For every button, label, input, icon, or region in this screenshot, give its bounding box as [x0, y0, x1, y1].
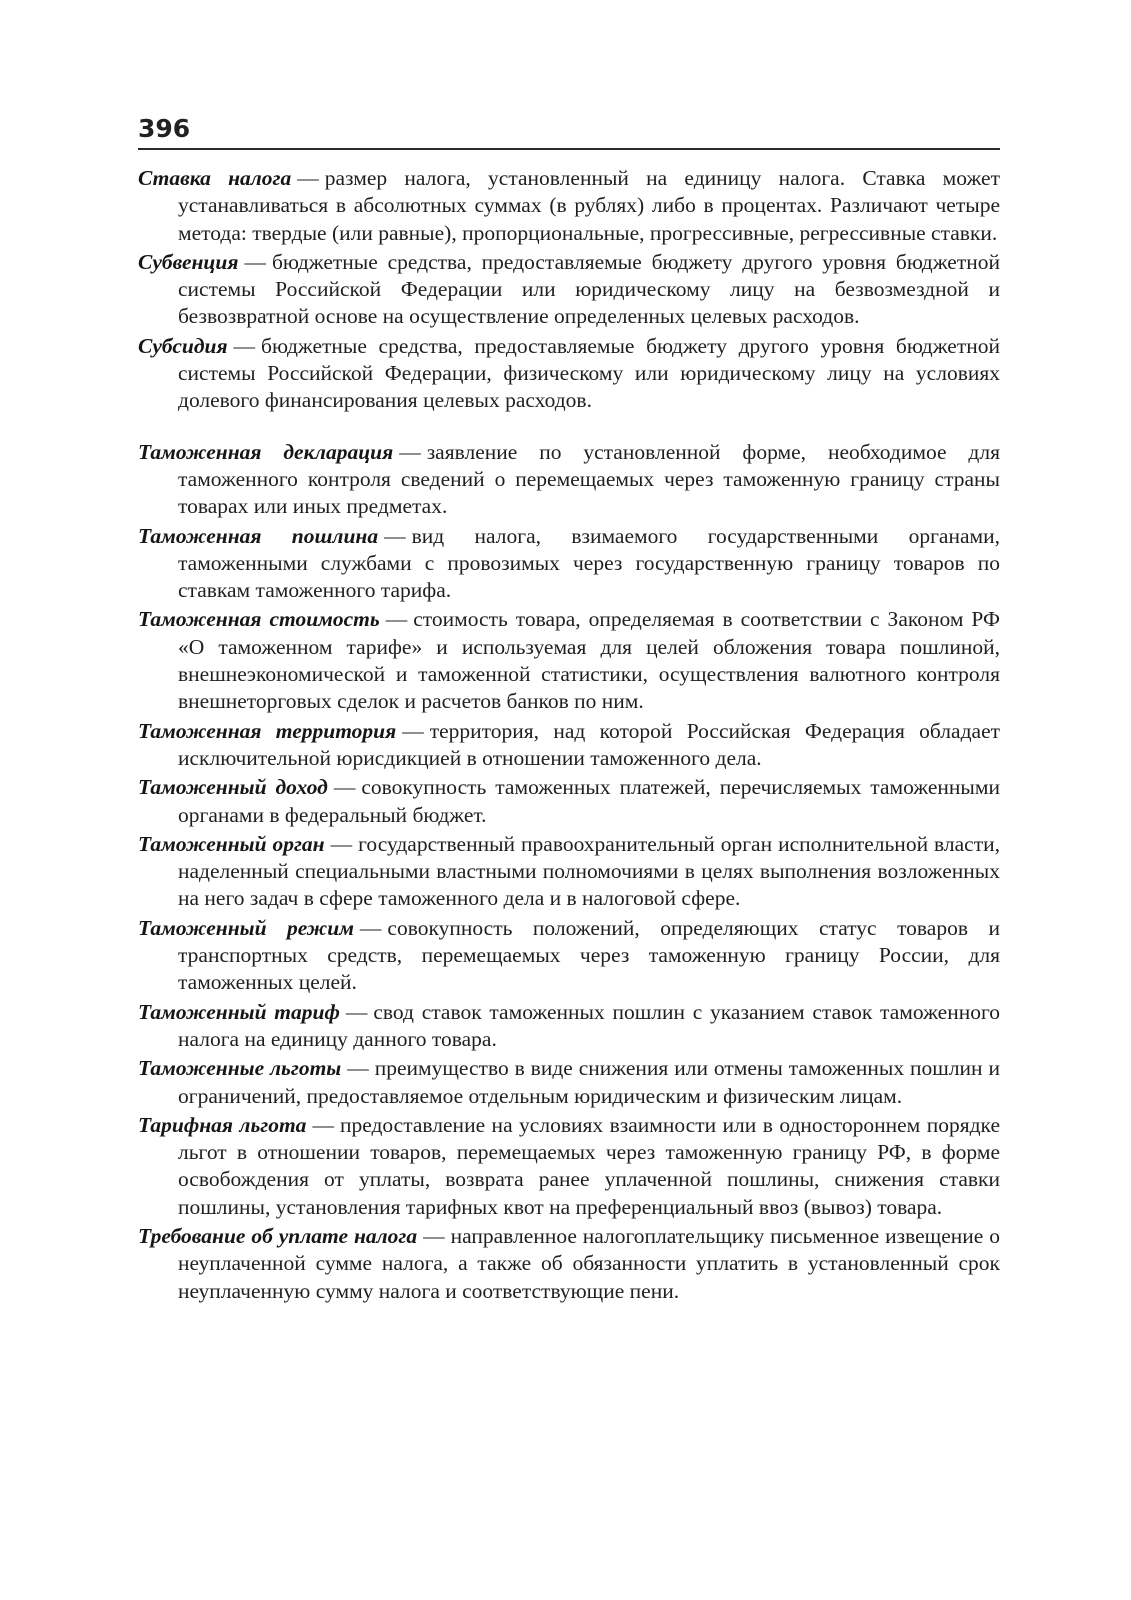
glossary-entry — [138, 1055, 1000, 1110]
glossary-definition: совокупность положений, определяющих статус товаров и транспортных средств, перемещаемых через таможенную границу России, для таможенных целей. — [178, 915, 1000, 995]
em-dash: — — [345, 999, 368, 1024]
glossary-entry — [138, 333, 1000, 415]
em-dash: — — [297, 166, 319, 190]
glossary-entry — [138, 999, 1000, 1054]
glossary-definition: бюджетные средства, предоставляемые бюджету другого уровня бюджетной системы Российской Федерации, физическому или юридическому лицу на условиях долевого финансирования целевых расходов. — [178, 333, 1000, 413]
glossary-entry — [138, 1223, 1000, 1305]
glossary-entry — [138, 165, 1000, 247]
glossary-term: Требование об уплате налога — [138, 1223, 418, 1248]
glossary-entry — [138, 831, 1000, 913]
page-number: 396 — [138, 114, 191, 143]
glossary-entry — [138, 439, 1000, 521]
glossary-entry — [138, 915, 1000, 997]
glossary-definition: предоставление на условиях взаимности или в одностороннем порядке льгот в отношении товаров, перемещаемых через таможенную границу РФ, в форме освобождения от уплаты, возврата ранее уплаченной пошлины, снижения ставки пошлины, установления тарифных квот на преференциальный ввоз (вывоз) товара. — [178, 1112, 1000, 1219]
glossary-entry — [138, 1112, 1000, 1221]
em-dash: — — [244, 249, 266, 274]
glossary-term: Ставка налога — [138, 166, 292, 190]
glossary-entry — [138, 718, 1000, 773]
glossary-list — [138, 165, 1000, 1307]
glossary-term: Таможенный режим — [138, 915, 354, 940]
em-dash: — — [312, 1112, 334, 1137]
em-dash: — — [384, 523, 406, 548]
glossary-term: Таможенная территория — [138, 718, 397, 743]
em-dash: — — [330, 831, 353, 856]
glossary-definition: свод ставок таможенных пошлин с указанием ставок таможенного налога на единицу данного товара. — [178, 999, 1000, 1051]
glossary-term: Таможенный орган — [138, 831, 325, 856]
glossary-entry — [138, 606, 1000, 715]
glossary-entry — [138, 249, 1000, 331]
glossary-term: Таможенные льготы — [138, 1056, 342, 1081]
glossary-definition: направленное налогоплательщику письменное извещение о неуплаченной сумме налога, а также об обязанности уплатить в установленный срок неуплаченную сумму налога и соответствующие пени. — [178, 1223, 1000, 1303]
glossary-term: Таможенная стоимость — [138, 607, 380, 632]
glossary-definition: стоимость товара, определяемая в соответствии с Законом РФ «О таможенном тарифе» и используемая для целей обложения товара пошлиной, внешнеэкономической и таможенной статистики, осуществления валютного контроля внешнеторговых сделок и расчетов банков по ним. — [178, 607, 1000, 714]
em-dash: — — [399, 439, 421, 464]
glossary-definition: государственный правоохранительный орган исполнительной власти, наделенный специальными властными полномочиями в целях выполнения возложенных на него задач в сфере таможенного дела и в налоговой сфере. — [178, 831, 1000, 911]
glossary-definition: совокупность таможенных платежей, перечисляемых таможенными органами в федеральный бюджет. — [178, 775, 1000, 827]
glossary-term: Субсидия — [138, 333, 228, 358]
em-dash: — — [423, 1223, 445, 1248]
glossary-definition: преимущество в виде снижения или отмены таможенных пошлин и ограничений, предоставляемое отдельным юридическим и физическим лицам. — [178, 1056, 1000, 1108]
glossary-definition: бюджетные средства, предоставляемые бюджету другого уровня бюджетной системы Российской Федерации или юридическому лицу на безвозмездной и безвозвратной основе на осуществление определенных целевых расходов. — [178, 249, 1000, 329]
em-dash: — — [347, 1056, 369, 1081]
glossary-definition: заявление по установленной форме, необходимое для таможенного контроля сведений о перемещаемых через таможенную границу страны товарах или иных предметах. — [178, 439, 1000, 519]
glossary-term: Таможенная декларация — [138, 439, 394, 464]
em-dash: — — [359, 915, 382, 940]
em-dash: — — [385, 607, 408, 632]
em-dash: — — [233, 333, 256, 358]
em-dash: — — [333, 775, 356, 800]
glossary-term: Тарифная льгота — [138, 1112, 307, 1137]
glossary-definition: вид налога, взимаемого государственными органами, таможенными службами с провозимых через государственную границу товаров по ставкам таможенного тарифа. — [178, 523, 1000, 603]
glossary-term: Таможенная пошлина — [138, 523, 379, 548]
glossary-term: Таможенный тариф — [138, 999, 340, 1024]
glossary-term: Субвенция — [138, 249, 239, 274]
page-header — [138, 112, 1000, 150]
glossary-entry — [138, 523, 1000, 605]
glossary-definition: размер налога, установленный на единицу налога. Ставка может устанавливаться в абсолютных суммах (в рублях) либо в процентах. Различают четыре метода: твердые (или равные), пропорциональные, прогрессивные, регрессивные ставки. — [178, 166, 1000, 245]
glossary-term: Таможенный доход — [138, 775, 328, 800]
glossary-definition: территория, над которой Российская Федерация обладает исключительной юрисдикцией в отношении таможенного дела. — [178, 718, 1001, 770]
em-dash: — — [402, 718, 424, 743]
glossary-entry — [138, 774, 1000, 829]
